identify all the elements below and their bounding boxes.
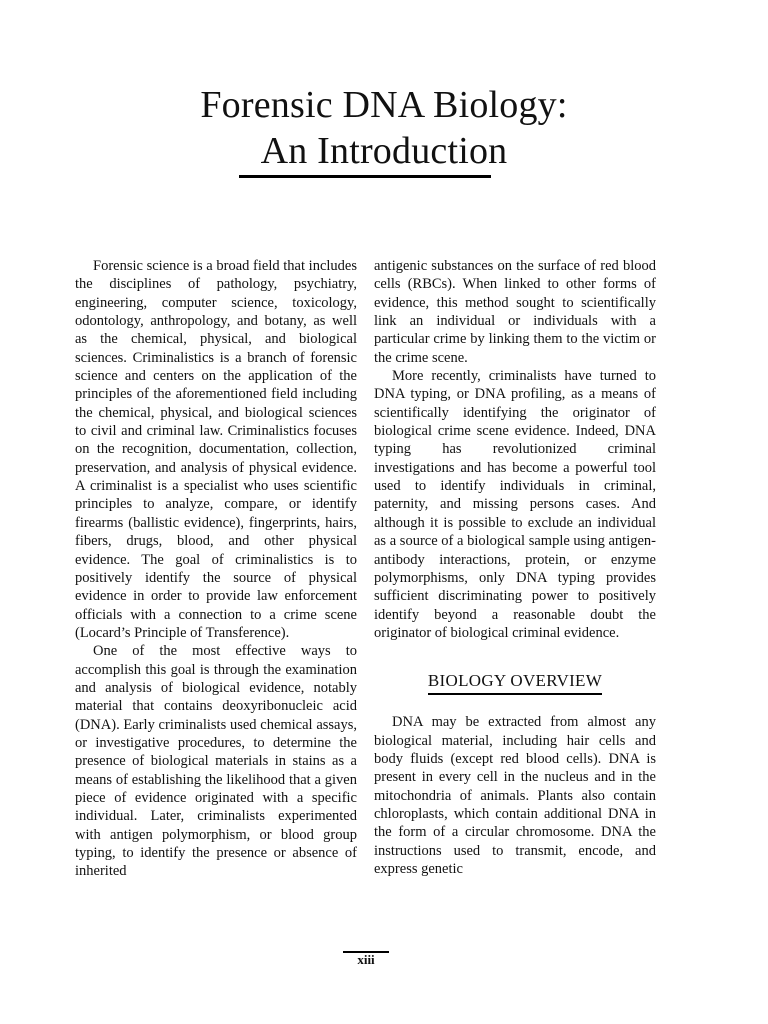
section-heading-text: BIOLOGY OVERVIEW <box>428 670 602 695</box>
section-heading <box>374 670 656 695</box>
paragraph-forensic-science: Forensic science is a broad field that includes the disciplines of pathology, psychiatry, engineering, computer science, toxicology, odontology, anthropology, and botany, as well as the chemical, physical, and biological sciences. Criminalistics is a branch of forensic science and centers on the application of the principles of the aforementioned field including the chemical, physical, and biological sciences to civil and criminal law. Criminalistics focuses on the recognition, documentation, collection, preservation, and analysis of physical evidence. A criminalist is a specialist who uses scientific principles to analyze, compare, or identify firearms (ballistic evidence), fingerprints, hairs, fibers, drugs, blood, and other physical evidence. The goal of criminalistics is to positively identify the source of physical evidence in order to provide law enforcement officials with a connection to a crime scene (Locard’s Principle of Transference). <box>75 258 357 641</box>
right-text-column <box>374 257 656 878</box>
paragraph-biology-overview: DNA may be extracted from almost any biological material, including hair cells and body fluids (except red blood cells). DNA is present in every cell in the nucleus and in the mitochondria of animals. Plants also contain chloroplasts, which contain additional DNA in the form of a circular chromosome. DNA the instructions used to transmit, encode, and express genetic <box>374 714 656 877</box>
left-text-column <box>75 257 357 881</box>
chapter-title <box>0 82 768 174</box>
chapter-title-line-2: An Introduction <box>260 130 508 172</box>
paragraph-effective-ways: One of the most effective ways to accomplish this goal is through the examination and analysis of biological evidence, notably material that contains deoxyribonucleic acid (DNA). Early criminalists used chemical assays, or investigative procedures, to determine the presence of biological materials in stains as a means of establishing the likelihood that a given piece of evidence originated with a specific individual. Later, criminalists experimented with antigen polymorphism, or blood group typing, to identify the presence or absence of inherited <box>75 643 357 880</box>
title-underline-rule <box>239 175 491 178</box>
chapter-title-line-1: Forensic DNA Biology: <box>200 84 568 126</box>
page-number: xiii <box>357 952 375 967</box>
paragraph-antigenic-substances: antigenic substances on the surface of red blood cells (RBCs). When linked to other forms of evidence, this method sought to scientifically link an individual or individuals with a particular crime by linking them to the victim or the crime scene. <box>374 258 656 366</box>
paragraph-dna-typing: More recently, criminalists have turned to DNA typing, or DNA profiling, as a means of scientifically identifying the originator of biological crime scene evidence. Indeed, DNA typing has revolutionized criminal investigations and has become a powerful tool used to identify individuals in criminal, paternity, and missing persons cases. And although it is possible to exclude an individual as a source of a biological sample using antigen-antibody interactions, protein, or enzyme polymorphisms, only DNA typing provides sufficient discriminating power to positively identify beyond a reasonable doubt the originator of biological criminal evidence. <box>374 368 656 641</box>
